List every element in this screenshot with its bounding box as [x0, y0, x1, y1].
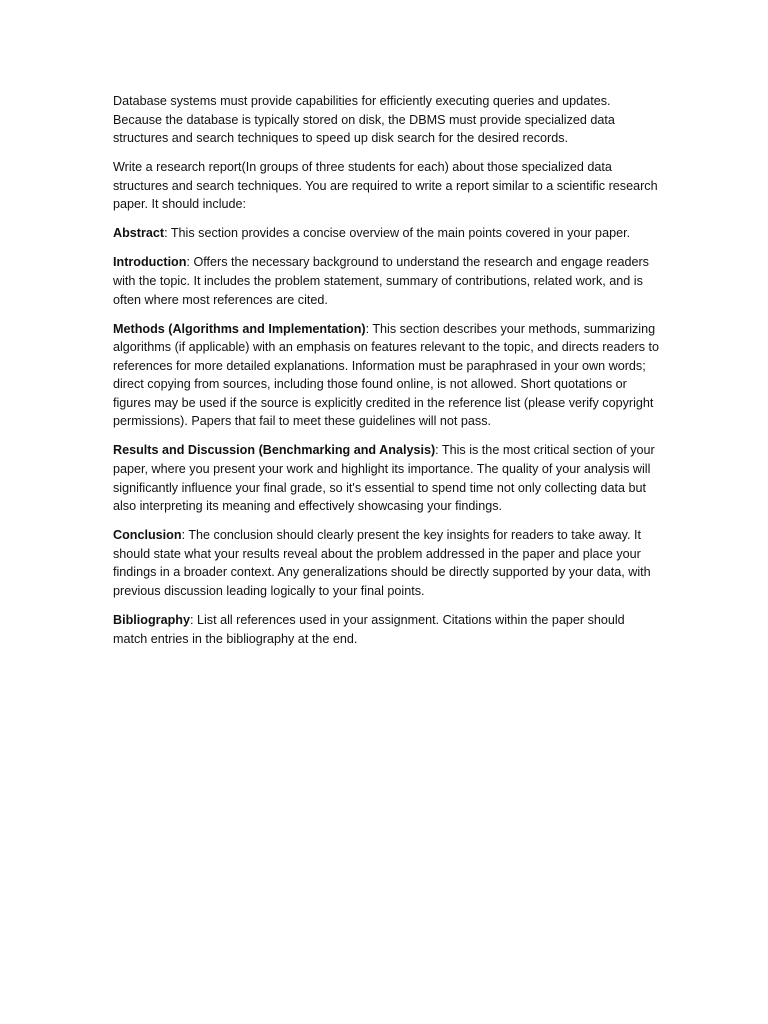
abstract-paragraph [113, 224, 661, 243]
bibliography-heading: Bibliography [113, 612, 190, 627]
introduction-text: : Offers the necessary background to understand the research and engage readers with the topic. It includes the problem statement, summary of contributions, related work, and is often where most references are cited. [113, 255, 649, 307]
conclusion-paragraph [113, 526, 661, 600]
conclusion-text: : The conclusion should clearly present the key insights for readers to take away. It should state what your results reveal about the problem addressed in the paper and place your findings in a broader context. Any generalizations should be directly supported by your data, with previous discussion leading logically to your final points. [113, 528, 651, 598]
abstract-heading: Abstract [113, 226, 165, 241]
introduction-heading: Introduction [113, 255, 187, 270]
results-paragraph [113, 441, 661, 515]
introduction-paragraph [113, 253, 661, 309]
intro-paragraph: Database systems must provide capabilities for efficiently executing queries and updates. Because the database is typically stored on disk, the DBMS must provide specialized data structures and search techniques to speed up disk search for the desired records. [113, 94, 615, 146]
bibliography-paragraph [113, 611, 661, 648]
methods-heading: Methods (Algorithms and Implementation) [113, 321, 366, 336]
assignment-paragraph: Write a research report(In groups of three students for each) about those specialized data structures and search techniques. You are required to write a report similar to a scientific research paper. It should include: [113, 160, 658, 212]
abstract-text: : This section provides a concise overview of the main points covered in your paper. [164, 226, 631, 241]
document-body [113, 92, 661, 659]
results-heading: Results and Discussion (Benchmarking and Analysis) [113, 443, 436, 458]
methods-text: : This section describes your methods, summarizing algorithms (if applicable) with an emphasis on features relevant to the topic, and directs readers to references for more detailed explanations. Information must be paraphrased in your own words; direct copying from sources, including those found online, is not allowed. Short quotations or figures may be used if the source is explicitly credited in the reference list (please verify copyright permissions). Papers that fail to meet these guidelines will not pass. [113, 321, 660, 429]
results-text: : This is the most critical section of your paper, where you present your work and highlight its importance. The quality of your analysis will significantly influence your final grade, so it's essential to spend time not only collecting data but also interpreting its meaning and effectively showcasing your findings. [113, 443, 655, 514]
methods-paragraph [113, 320, 661, 432]
bibliography-text: : List all references used in your assignment. Citations within the paper should match entries in the bibliography at the end. [113, 612, 625, 646]
conclusion-heading: Conclusion [113, 528, 182, 543]
